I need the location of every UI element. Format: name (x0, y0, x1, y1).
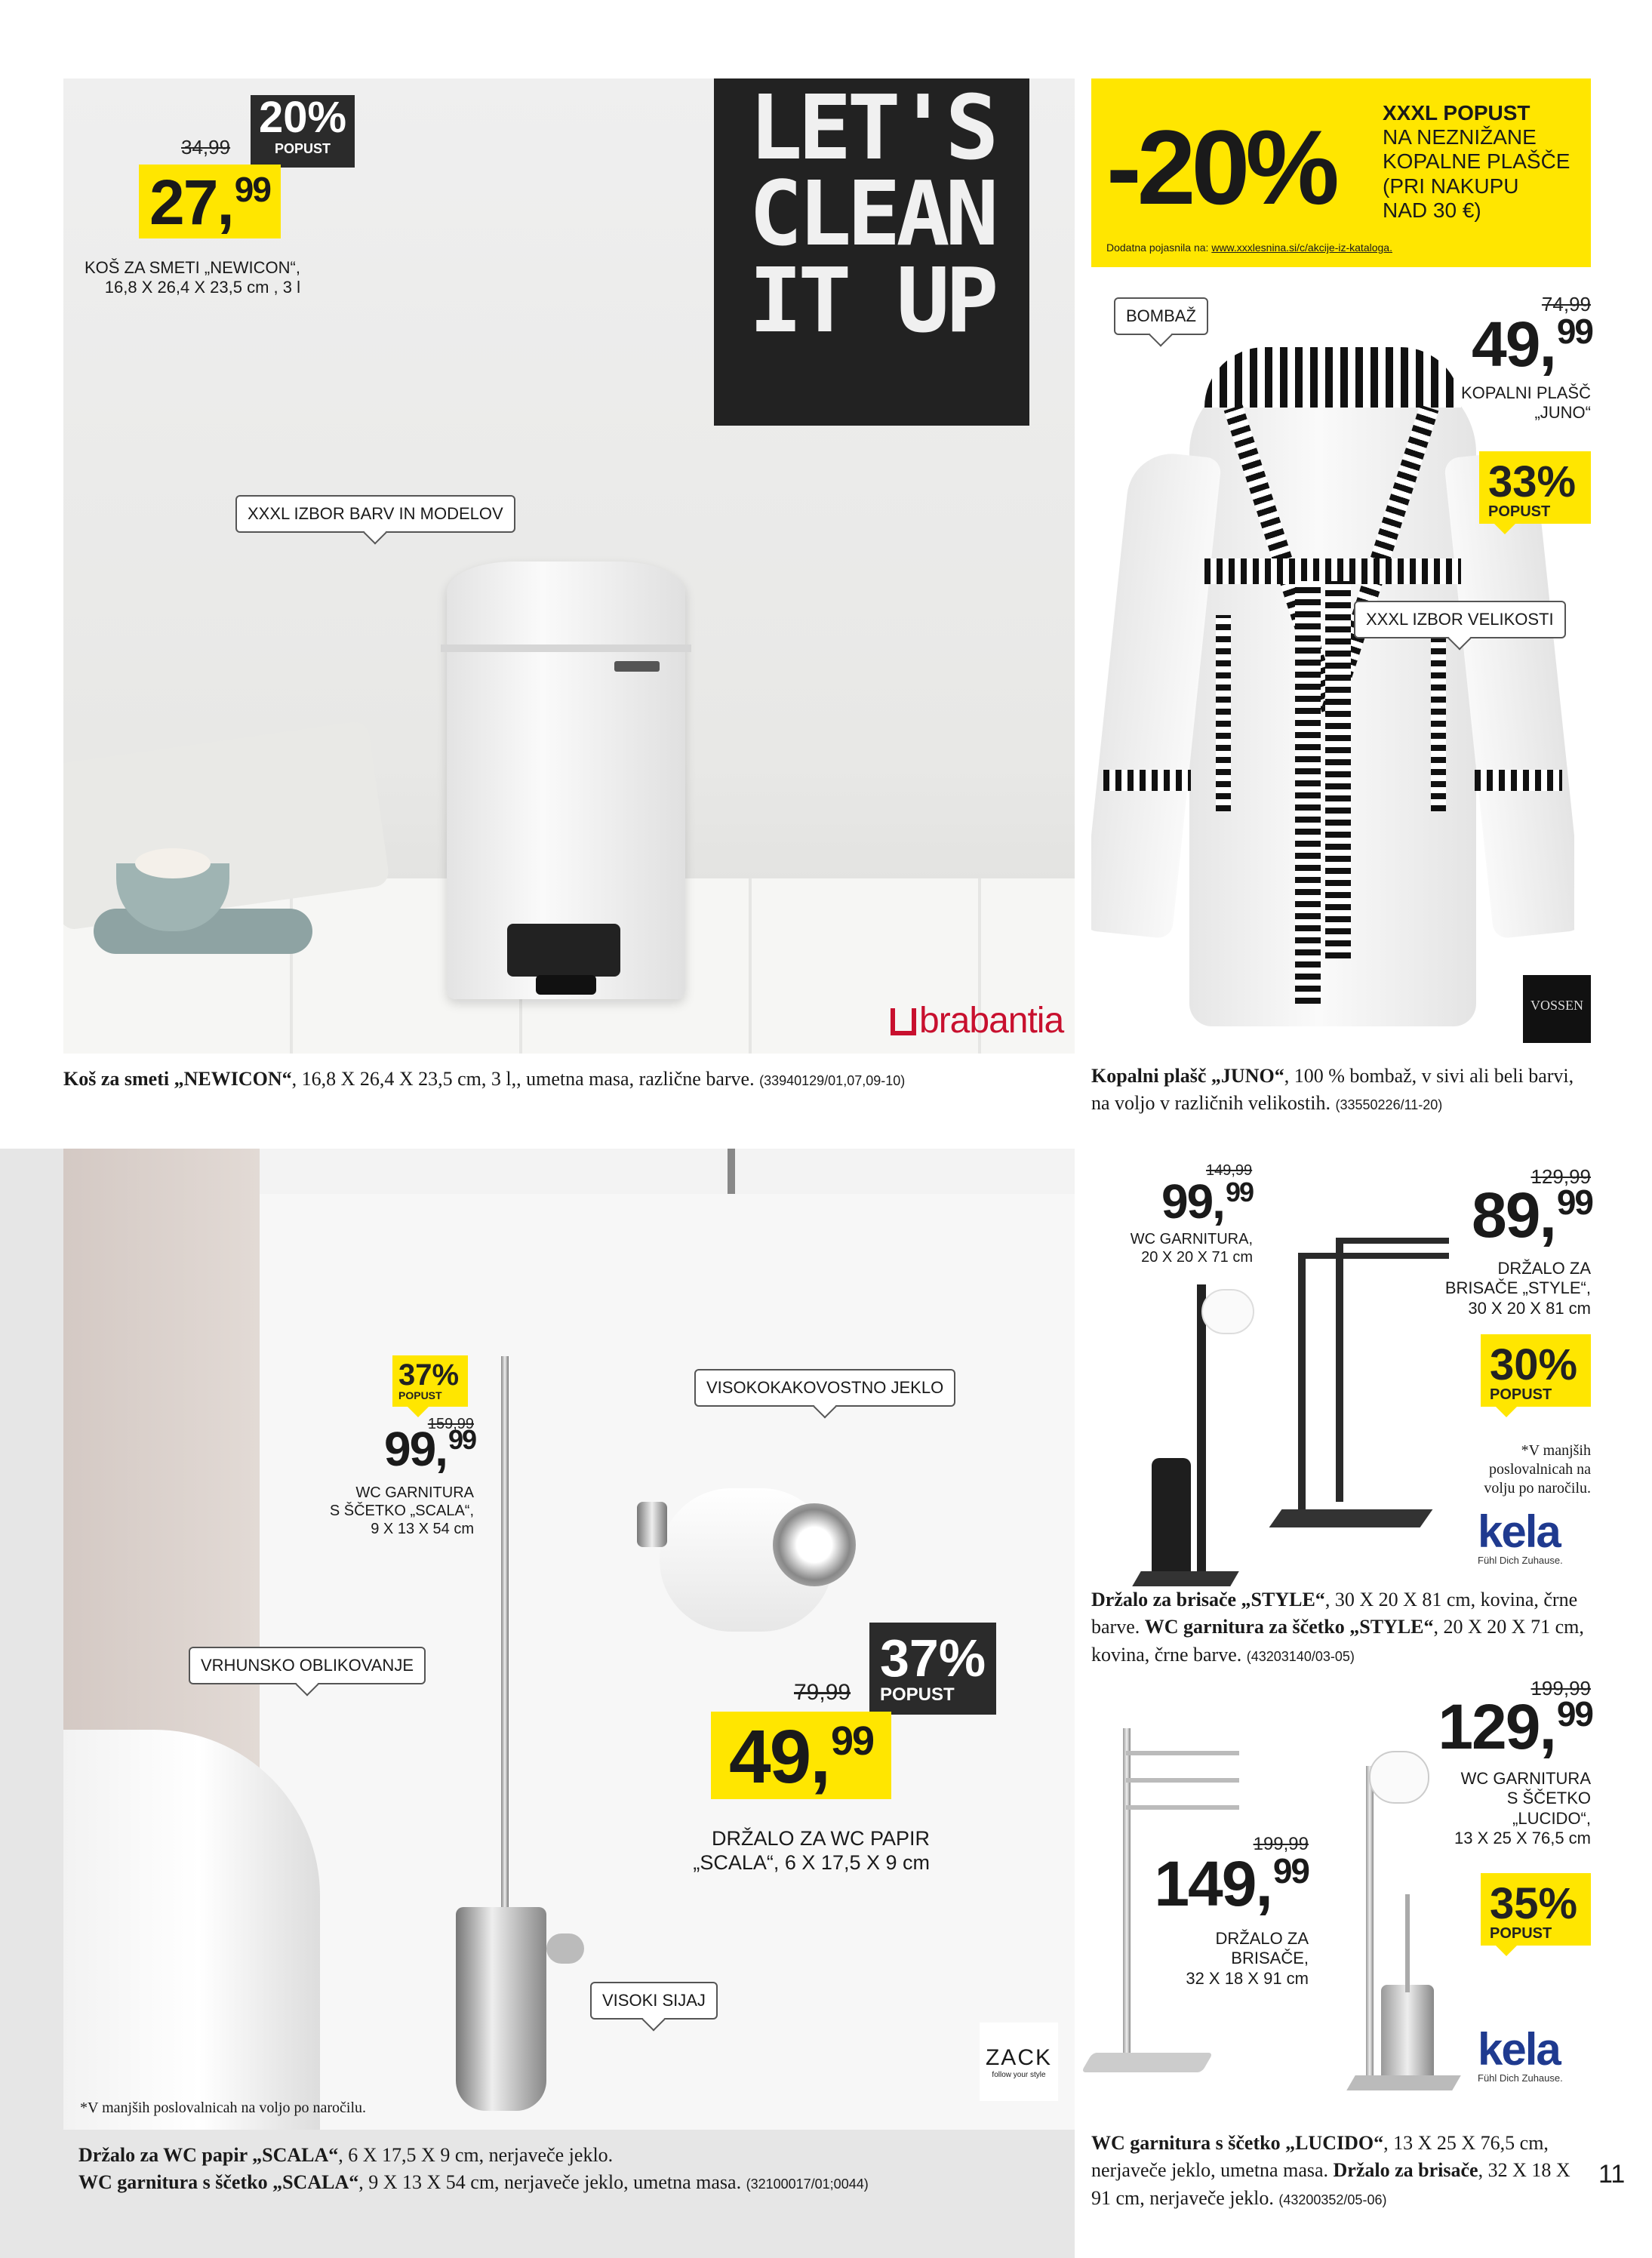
robe-name: KOPALNI PLAŠČ „JUNO“ (1461, 383, 1591, 423)
scala-wc-name: WC GARNITURA S ŠČETKO „SCALA“, 9 X 13 X 54 cm (329, 1484, 474, 1537)
style-discount-badge: 30% POPUST (1481, 1334, 1591, 1407)
home-icon (891, 1008, 916, 1035)
lucido-discount-badge: 35% POPUST (1481, 1873, 1591, 1946)
bin-price: 27,99 (139, 165, 281, 238)
scala-holder-old-price: 79,99 (794, 1680, 851, 1705)
lucido-rack-price: 149,99 (1154, 1848, 1309, 1919)
robe-fabric-tag: BOMBAŽ (1114, 297, 1208, 335)
bin-old-price: 34,99 (181, 136, 231, 158)
lucido-description: WC garnitura s ščetko „LUCIDO“, 13 X 25 X 76,5 cm, nerjaveče jeklo, umetna masa. Držalo za brisače, 32 X 18 X 91 cm, nerjaveče jeklo. (43200352/05-06) (1091, 2132, 1570, 2209)
page-number: 11 (1598, 2160, 1626, 2189)
bin-name: KOŠ ZA SMETI „NEWICON“, 16,8 X 26,4 X 23,5 cm , 3 l (84, 258, 300, 297)
promo-link[interactable]: www.xxxlesnina.si/c/akcije-iz-kataloga. (1211, 241, 1392, 254)
lucido-wc-price: 129,99 (1438, 1691, 1592, 1762)
robe-size-tag: XXXL IZBOR VELIKOSTI (1354, 601, 1566, 638)
scala-holder-discount-badge: 37% POPUST (869, 1623, 996, 1715)
style-kela-logo: kela Fühl Dich Zuhause. (1478, 1506, 1563, 1566)
scala-wc-discount-badge: 37% POPUST (392, 1355, 468, 1407)
vossen-logo: VOSSEN (1523, 975, 1591, 1043)
style-description: Držalo za brisače „STYLE“, 30 X 20 X 81 cm, kovina, črne barve. WC garnitura za ščetko „STYLE“, 20 X 20 X 71 cm, kovina, črne barve. (43203140/03-05) (1091, 1589, 1584, 1666)
bin-tag: XXXL IZBOR BARV IN MODELOV (235, 495, 515, 533)
style-wc-price: 99,99 (1161, 1174, 1253, 1229)
lucido-rack-old-price: 199,99 (1253, 1834, 1309, 1854)
scala-holder-price: 49,99 (711, 1712, 891, 1799)
robe-old-price: 74,99 (1541, 293, 1591, 315)
brabantia-logo: brabantia (891, 1000, 1063, 1041)
robe-description: Kopalni plašč „JUNO“, 100 % bombaž, v sivi ali beli barvi, na voljo v različnih velikostih. (33550226/11-20) (1091, 1065, 1574, 1115)
scala-wc-price: 99,99 (383, 1422, 475, 1476)
style-note: *V manjših poslovalnicah na volju po naročilu. (1484, 1442, 1591, 1497)
promo-banner: -20% XXXL POPUST NA NEZNIŽANE KOPALNE PLAŠČE (PRI NAKUPU NAD 30 €) Dodatna pojasnila na: www.xxxlesnina.si/c/akcije-iz-kataloga. (1091, 78, 1591, 267)
scala-note: *V manjših poslovalnicah na voljo po naročilu. (80, 2100, 367, 2116)
scala-description: Držalo za WC papir „SCALA“, 6 X 17,5 X 9 cm, nerjaveče jeklo. WC garnitura s ščetko „SCALA“, 9 X 13 X 54 cm, nerjaveče jeklo, umetna masa. (32100017/01;0044) (78, 2144, 869, 2194)
style-wc-name: WC GARNITURA, 20 X 20 X 71 cm (1130, 1231, 1253, 1266)
lucido-rack-name: DRŽALO ZA BRISAČE, 32 X 18 X 91 cm (1186, 1929, 1309, 1988)
style-rack-name: DRŽALO ZA BRISAČE „STYLE“, 30 X 20 X 81 cm (1444, 1259, 1591, 1318)
style-rack-old-price: 129,99 (1530, 1165, 1591, 1188)
style-rack-price: 89,99 (1472, 1180, 1592, 1251)
lucido-kela-logo: kela Fühl Dich Zuhause. (1478, 2024, 1563, 2084)
scala-shine-tag: VISOKI SIJAJ (590, 1982, 718, 2020)
zack-logo: ZACK follow your style (980, 2023, 1058, 2101)
lucido-wc-name: WC GARNITURA S ŠČETKO „LUCIDO“, 13 X 25 X 76,5 cm (1454, 1769, 1591, 1848)
robe-discount-badge: 33% POPUST (1479, 451, 1591, 524)
bin-description: Koš za smeti „NEWICON“, 16,8 X 26,4 X 23,5 cm, 3 l,, umetna masa, različne barve. (33940129/01,07,09-10) (63, 1068, 906, 1090)
poster: LET'S CLEAN IT UP (714, 78, 1029, 426)
robe-price: 49,99 (1472, 309, 1592, 380)
scala-steel-tag: VISOKOKAKOVOSTNO JEKLO (694, 1369, 955, 1407)
lucido-wc-old-price: 199,99 (1530, 1677, 1591, 1700)
scala-holder-name: DRŽALO ZA WC PAPIR „SCALA“, 6 X 17,5 X 9 cm (693, 1827, 930, 1875)
style-wc-old-price: 149,99 (1206, 1162, 1253, 1179)
bin-discount-badge: 20% POPUST (251, 95, 355, 168)
scala-wc-old-price: 159,99 (427, 1416, 474, 1432)
scala-design-tag: VRHUNSKO OBLIKOVANJE (189, 1647, 426, 1684)
